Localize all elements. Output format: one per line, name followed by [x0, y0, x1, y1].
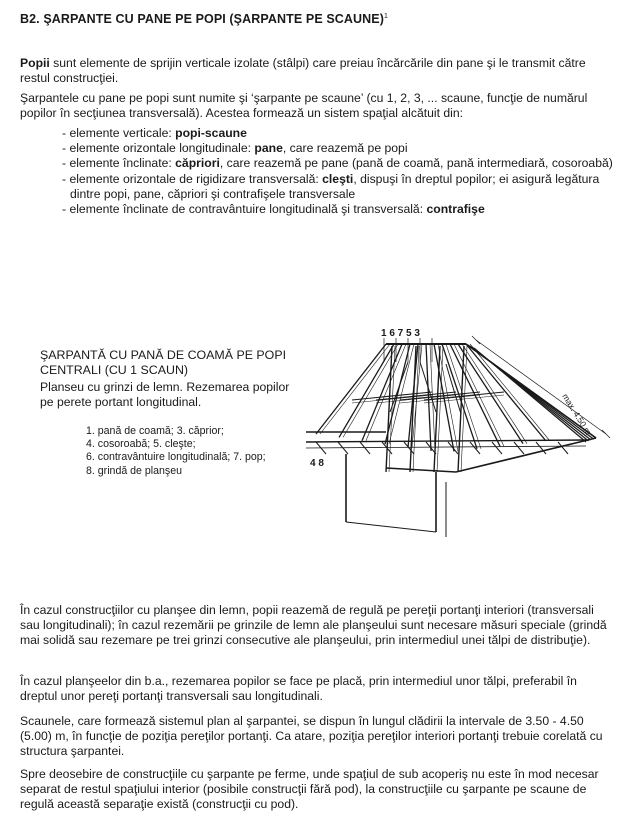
drawing-line	[466, 344, 596, 438]
intro-paragraph-popi: Popii sunt elemente de sprijin verticale izolate (stâlpi) care preiau încărcările din pane şi le transmit către restul construcţiei.	[20, 56, 586, 86]
legend-line: 4. cosoroabă; 5. cleşte;	[86, 438, 196, 451]
drawing-line	[558, 442, 568, 454]
dimension-label: max. 4.50 m	[560, 391, 594, 437]
figure-subtitle: Planseu cu grinzi de lemn. Rezemarea popilor pe perete portant longitudinal.	[40, 380, 290, 409]
legend-line: 8. grindă de planşeu	[86, 464, 183, 477]
list-item: - elemente înclinate de contravântuire longitudinală şi transversală: contrafişe	[62, 202, 485, 217]
list-item: - elemente verticale: popi-scaune	[62, 126, 247, 140]
drawing-line	[316, 344, 386, 434]
drawing-line	[446, 364, 461, 414]
legend-line: 6. contravântuire longitudinală; 7. pop;	[86, 451, 266, 464]
paragraph-separatie: Spre deosebire de construcţiile cu şarpante pe ferme, unde spaţiul de sub acoperiş nu este în mod necesar separat de restul spaţiului interior (posibile construcţii fără pod), la construcţiile cu şarpante pe scaune de regulă această separaţie există (construcţii cu pod).	[20, 767, 599, 812]
side-labels: 4 8	[310, 458, 324, 469]
paragraph-planseu-lemn: În cazul construcţiilor cu planşee din lemn, popii reazemă de regulă pe pereţii portanţi interiori (transversali sau longitudinali); în cazul rezemării pe grinzile de lemn ale planşeului sunt necesare măsuri speciale (grindă mai solidă sau rezemare pe trei grinzi consecutive ale planşeului, prin intermediul unei tălpi de distribuţie).	[20, 603, 607, 648]
paragraph-scaune: Scaunele, care formează sistemul plan al şarpantei, se dispun în lungul clădirii la intervale de 3.50 - 4.50 (5.00) m, în funcţie de poziţia pereţilor portanţi. Ca atare, poziţia pereţilor interiori portanţi trebuie corelată cu structura şarpantei.	[20, 714, 603, 759]
drawing-line	[386, 468, 456, 472]
drawing-line	[492, 442, 502, 454]
figure-legend	[86, 425, 316, 478]
list-item: - elemente înclinate: căpriori, care reazemă pe pane (pană de coamă, pană intermediară, cosoroabă)	[62, 156, 613, 171]
drawing-line	[472, 336, 480, 344]
drawing-line	[462, 344, 527, 444]
drawing-line	[320, 344, 390, 434]
drawing-line	[346, 522, 436, 532]
drawing-line	[420, 362, 436, 412]
drawing-line	[456, 438, 596, 472]
footnote-marker: 1	[383, 12, 388, 20]
drawing-line	[339, 344, 394, 437]
drawing-line	[306, 440, 586, 442]
intro-paragraph-sarpante: Şarpantele cu pane pe popi sunt numite şi ‘şarpante pe scaune’ (cu 1, 2, 3, ... scaune, funcţie de numărul popilor în secţiunea transversală). Acestea formează un sistem spaţial alcătuit din:	[20, 91, 588, 121]
roof-structure-drawing	[296, 322, 618, 544]
drawing-line	[306, 446, 586, 448]
top-labels: 1 6 7 5 3	[381, 328, 420, 339]
figure-title: ŞARPANTĂ CU PANĂ DE COAMĂ PE POPI CENTRALI (CU 1 SCAUN)	[40, 348, 287, 377]
roof-structure-svg	[296, 322, 618, 544]
elements-list	[62, 126, 622, 217]
list-item: - elemente orizontale longitudinale: pane, care reazemă pe popi	[62, 141, 408, 156]
drawing-line	[470, 344, 550, 441]
paragraph-planseu-ba: În cazul planşeelor din b.a., rezemarea popilor se face pe placă, prin intermediul unor tălpi, preferabil în dreptul unor pereţi portanţi transversali sau longitudinali.	[20, 674, 577, 704]
legend-line: 1. pană de coamă; 3. căprior;	[86, 425, 224, 437]
list-item: - elemente orizontale de rigidizare transversală: cleşti, dispuşi în dreptul popilor; ei asigură legătura dintre popi, pane, căpriori şi contrafişele transversale	[62, 171, 600, 201]
section-title: B2. ŞARPANTE CU PANE PE POPI (ŞARPANTE PE SCAUNE)$^1$	[20, 12, 388, 26]
drawing-line	[602, 430, 610, 438]
